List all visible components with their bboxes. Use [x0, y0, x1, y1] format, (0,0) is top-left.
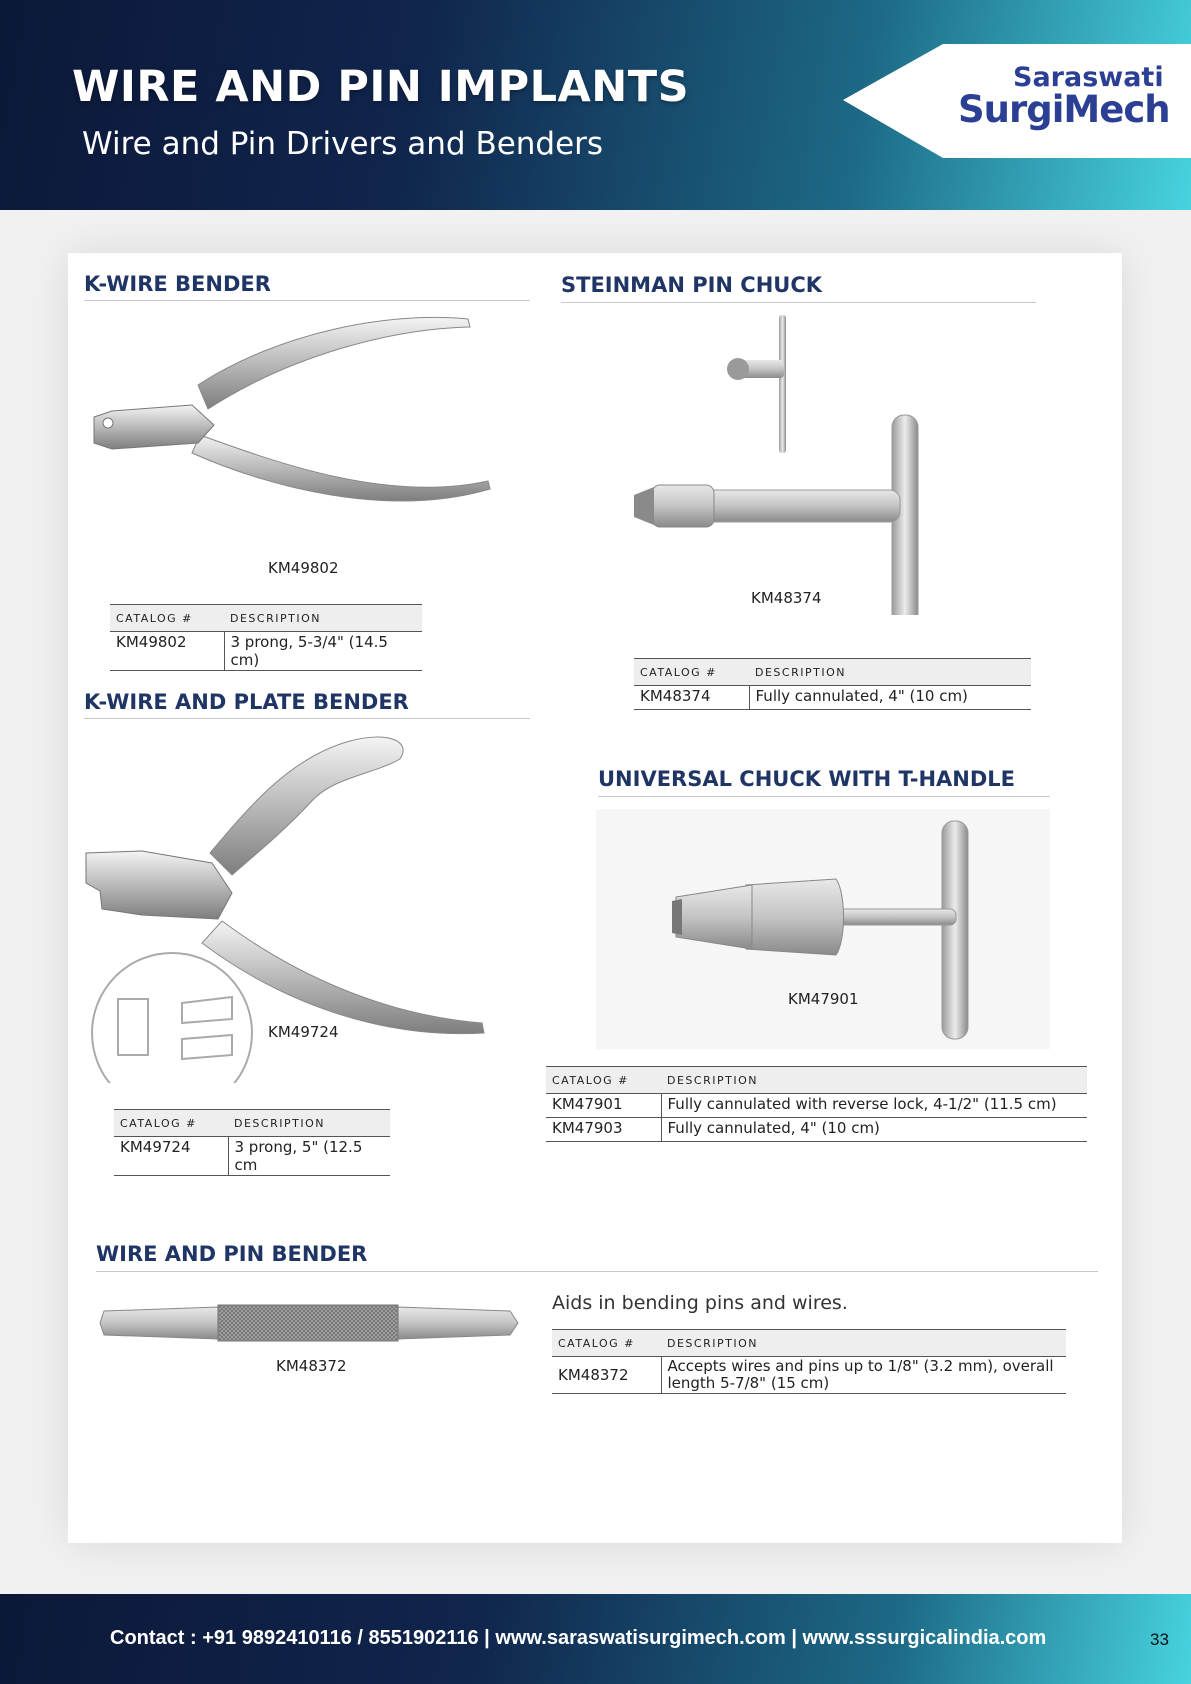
page-number: 33	[1150, 1630, 1169, 1649]
steinman-chuck-image	[620, 315, 950, 615]
section-rule	[96, 1271, 1098, 1272]
table-row	[114, 1137, 390, 1176]
section-title-pin-bender: WIRE AND PIN BENDER	[96, 1242, 368, 1266]
catalog-cell: KM49724	[114, 1137, 228, 1176]
description-cell: 3 prong, 5-3/4" (14.5 cm)	[224, 632, 422, 671]
table-header-row	[546, 1067, 1087, 1094]
description-cell: Accepts wires and pins up to 1/8" (3.2 mm), overall length 5-7/8" (15 cm)	[661, 1357, 1066, 1394]
logo-text-surgimech: SurgiMech	[958, 88, 1170, 131]
section-rule	[84, 718, 530, 719]
pin-bender-table	[552, 1329, 1066, 1394]
page-subtitle: Wire and Pin Drivers and Benders	[82, 126, 604, 162]
table-row	[634, 686, 1031, 710]
catalog-column-header: CATALOG #	[634, 659, 749, 686]
product-code-label: KM48372	[276, 1357, 347, 1375]
brand-logo	[843, 44, 1191, 158]
catalog-cell: KM48372	[552, 1357, 661, 1394]
page-footer	[0, 1594, 1191, 1684]
universal-chuck-image	[596, 809, 1050, 1049]
catalog-column-header: CATALOG #	[552, 1330, 661, 1357]
catalog-column-header: CATALOG #	[546, 1067, 661, 1094]
kwire-bender-table	[110, 604, 422, 671]
product-code-label: KM47901	[788, 990, 859, 1008]
table-header-row	[552, 1330, 1066, 1357]
catalog-cell: KM47903	[546, 1118, 661, 1142]
section-title-kwire-bender: K-WIRE BENDER	[84, 272, 271, 296]
catalog-column-header: CATALOG #	[114, 1110, 228, 1137]
catalog-page	[68, 253, 1122, 1543]
description-column-header: DESCRIPTION	[224, 605, 422, 632]
table-header-row	[110, 605, 422, 632]
kwire-bender-image	[88, 313, 508, 523]
table-header-row	[634, 659, 1031, 686]
description-column-header: DESCRIPTION	[228, 1110, 390, 1137]
table-row	[546, 1118, 1087, 1142]
description-cell: Fully cannulated, 4" (10 cm)	[661, 1118, 1087, 1142]
steinman-table	[634, 658, 1031, 710]
page-header	[0, 0, 1191, 210]
plate-bender-table	[114, 1109, 390, 1176]
catalog-cell: KM49802	[110, 632, 224, 671]
description-cell: Fully cannulated with reverse lock, 4-1/2" (11.5 cm)	[661, 1094, 1087, 1118]
pin-bender-intro: Aids in bending pins and wires.	[552, 1292, 848, 1314]
description-column-header: DESCRIPTION	[661, 1330, 1066, 1357]
catalog-column-header: CATALOG #	[110, 605, 224, 632]
universal-table	[546, 1066, 1087, 1142]
section-title-universal: UNIVERSAL CHUCK WITH T-HANDLE	[598, 767, 1016, 791]
pin-bender-image	[98, 1301, 522, 1345]
description-column-header: DESCRIPTION	[661, 1067, 1087, 1094]
page-title: WIRE AND PIN IMPLANTS	[72, 62, 690, 112]
contact-info: Contact : +91 9892410116 / 8551902116 | www.saraswatisurgimech.com | www.sssurgicalindia.com	[110, 1627, 1047, 1649]
table-row	[110, 632, 422, 671]
product-code-label: KM49802	[268, 559, 339, 577]
table-header-row	[114, 1110, 390, 1137]
description-cell: 3 prong, 5" (12.5 cm	[228, 1137, 390, 1176]
description-cell: Fully cannulated, 4" (10 cm)	[749, 686, 1031, 710]
section-title-steinman: STEINMAN PIN CHUCK	[561, 273, 823, 297]
catalog-cell: KM48374	[634, 686, 749, 710]
table-row	[552, 1357, 1066, 1394]
section-rule	[598, 796, 1050, 797]
section-rule	[84, 300, 530, 301]
logo-text-saraswati: Saraswati	[1013, 62, 1164, 93]
section-title-plate-bender: K-WIRE AND PLATE BENDER	[84, 690, 409, 714]
section-rule	[561, 302, 1036, 303]
table-row	[546, 1094, 1087, 1118]
product-code-label: KM49724	[268, 1023, 339, 1041]
product-code-label: KM48374	[751, 589, 822, 607]
description-column-header: DESCRIPTION	[749, 659, 1031, 686]
catalog-cell: KM47901	[546, 1094, 661, 1118]
